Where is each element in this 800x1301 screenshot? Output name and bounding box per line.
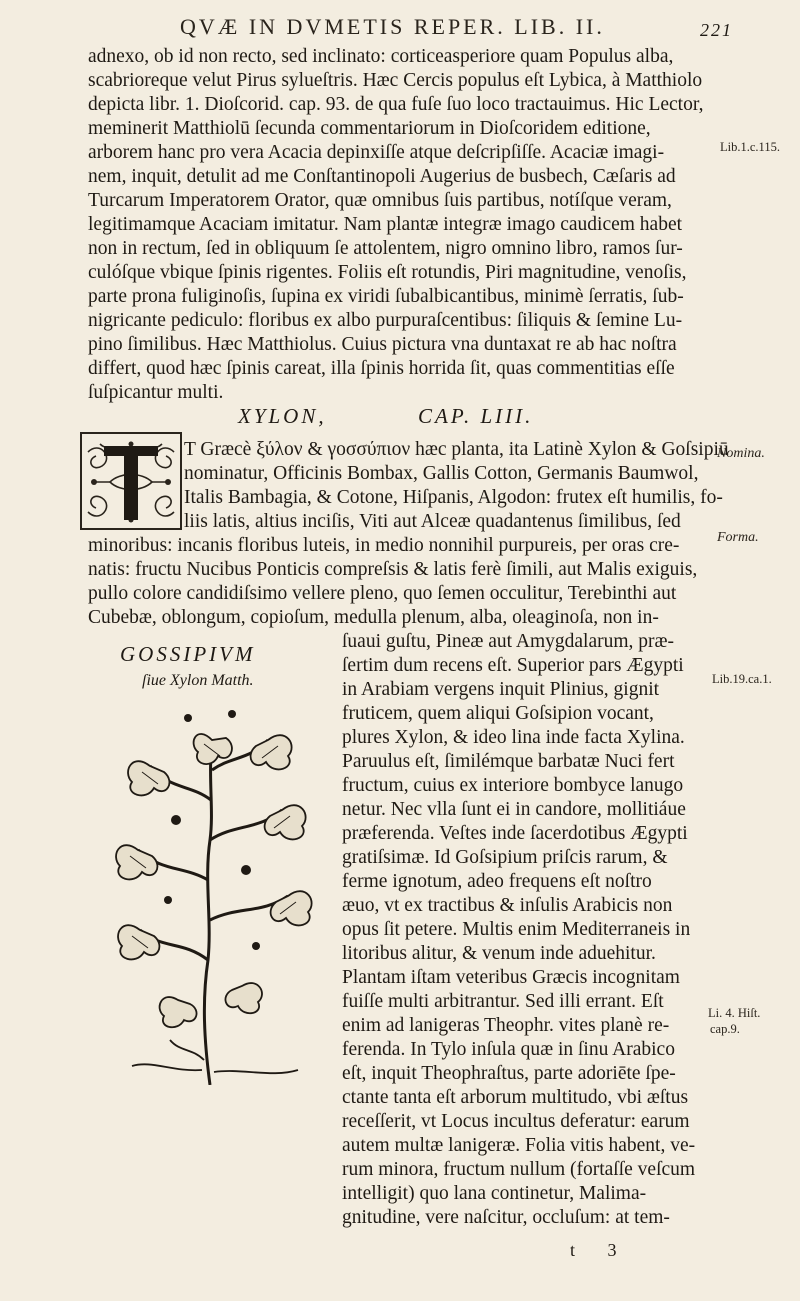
text-line: Cubebæ, oblongum, copioſum, medulla plenum, alba, oleaginoſa, non in- — [88, 607, 659, 628]
text-line: nigricante pediculo: floribus ex albo purpuraſcentibus: ſiliquis & ſemine Lu- — [88, 310, 683, 331]
chapter-title: XYLON, — [238, 404, 327, 428]
signature-mark: t 3 — [570, 1240, 631, 1260]
text-line: in Arabiam vergens inquit Plinius, gignit — [342, 679, 660, 700]
text-line: litoribus alitur, & venum inde aduehitur. — [342, 943, 656, 964]
text-line: ctante tanta eſt arborum multitudo, vbi æſtus — [342, 1087, 689, 1108]
text-line: parte prona fuliginoſis, ſupina ex viridi ſubalbicantibus, minimè ſerratis, ſub- — [88, 286, 684, 307]
text-line: depicta libr. 1. Dioſcorid. cap. 93. de qua fuſe ſuo loco tractauimus. Hic Lector, — [88, 94, 704, 115]
margin-nomina: Nomina. — [717, 446, 765, 461]
margin-reference: Lib.1.c.115. — [720, 140, 780, 154]
text-line: pullo colore candidiſsimo vellere pleno, quo ſemen occulitur, Terebinthi aut — [88, 583, 677, 604]
text-line: opus ſit petere. Multis enim Mediterraneis in — [342, 919, 691, 940]
text-line: eſt, inquit Theophraſtus, parte adoriēte ſpe- — [342, 1063, 676, 1084]
text-line: fuiſſe multi arbitrantur. Sed illi errant. Eſt — [342, 991, 664, 1012]
text-line: ſertim dum recens eſt. Superior pars Ægypti — [342, 655, 684, 676]
text-line: nem, inquit, detulit ad me Conſtantinopoli Augerius de busbech, Cæſaris ad — [88, 166, 676, 187]
text-line: gratiſsimæ. Id Goſsipium priſcis rarum, & — [342, 847, 668, 868]
text-line: differt, quod hæc ſpinis careat, illa ſpinis horrida ſit, quas commentitias eſſe — [88, 358, 675, 379]
running-head: QVÆ IN DVMETIS REPER. LIB. II. — [180, 14, 605, 39]
text-line: culóſque vbique ſpinis rigentes. Foliis eſt rotundis, Piri magnitudine, venoſis, — [88, 262, 687, 283]
text-line: nominatur, Officinis Bombax, Gallis Cotton, Germanis Baumwol, — [184, 463, 699, 484]
text-line: ferme ignotum, adeo frequens eſt noſtro — [342, 871, 652, 892]
text-line: netur. Nec vlla ſunt ei in candore, mollitiáue — [342, 799, 686, 820]
margin-reference: cap.9. — [710, 1022, 740, 1036]
text-line: fruticem, quem aliqui Goſsipion vocant, — [342, 703, 654, 724]
text-line: receſſerit, vt Locus incultus deferatur: earum — [342, 1111, 690, 1132]
text-line: fructum, cuius ex interiore bombyce lanugo — [342, 775, 684, 796]
text-line: meminerit Matthiolū ſecunda commentariorum in Dioſcoridem editione, — [88, 118, 651, 139]
text-line: liis latis, altius inciſis, Viti aut Alceæ quadantenus ſimilibus, ſed — [184, 511, 681, 532]
text-line: plures Xylon, & ideo lina inde facta Xylina. — [342, 727, 685, 748]
decorated-initial-t-icon — [80, 432, 182, 530]
plant-caption-title: GOSSIPIVM — [120, 642, 256, 666]
text-line: præferenda. Veſtes inde ſacerdotibus Ægypti — [342, 823, 688, 844]
margin-reference: Li. 4. Hiſt. — [708, 1006, 761, 1020]
text-line: non in rectum, ſed in obliquum ſe attolentem, nigro omnino libro, ramos ſur- — [88, 238, 683, 259]
text-line: ferenda. In Tylo inſula quæ in ſinu Arabico — [342, 1039, 675, 1060]
text-line: enim ad lanigeras Theophr. vites planè re- — [342, 1015, 670, 1036]
text-line: ſuſpicantur multi. — [88, 382, 224, 403]
text-line: natis: fructu Nucibus Ponticis compreſsis & latis ferè ſimili, aut Malis exiguis, — [88, 559, 698, 580]
text-line: pino ſimilibus. Hæc Matthiolus. Cuius pictura vna duntaxat re ab hac noſtra — [88, 334, 677, 355]
text-line: ſuaui guſtu, Pineæ aut Amygdalarum, præ- — [342, 631, 675, 652]
text-line: Turcarum Imperatorem Orator, quæ omnibus ſuis partibus, notíſque veram, — [88, 190, 672, 211]
text-line: Italis Bambagia, & Cotone, Hiſpanis, Algodon: frutex eſt humilis, fo- — [184, 487, 723, 508]
text-line: rum minora, fructum nullum (fortaſſe veſcum — [342, 1159, 696, 1180]
margin-forma: Forma. — [717, 530, 759, 545]
text-line: scabrioreque velut Pirus sylueſtris. Hæc Cercis populus eſt Lybica, à Matthiolo — [88, 70, 703, 91]
cotton-plant-woodcut-icon — [92, 700, 337, 1085]
text-line: adnexo, ob id non recto, sed inclinato: corticeasperiore quam Populus alba, — [88, 46, 674, 67]
plant-caption-subtitle: ſiue Xylon Matth. — [142, 672, 254, 689]
text-line: autem multæ lanigeræ. Folia vitis habent, ve- — [342, 1135, 696, 1156]
text-line: Plantam iſtam veteribus Græcis incognitam — [342, 967, 680, 988]
text-line: Paruulus eſt, ſimilémque barbatæ Nuci fert — [342, 751, 675, 772]
text-line: æuo, vt ex tractibus & inſulis Arabicis non — [342, 895, 673, 916]
text-line: arborem hanc pro vera Acacia depinxiſſe atque deſcripſiſſe. Acaciæ imagi- — [88, 142, 665, 163]
page-number: 221 — [700, 20, 733, 40]
margin-reference: Lib.19.ca.1. — [712, 672, 772, 686]
text-line: T Græcè ξύλον & γοσσύπιον hæc planta, ita Latinè Xylon & Goſsipiū — [184, 439, 729, 460]
text-line: minoribus: incanis floribus luteis, in medio nonnihil purpureis, per oras cre- — [88, 535, 680, 556]
chapter-number: CAP. LIII. — [418, 404, 534, 428]
text-line: legitimamque Acaciam imitatur. Nam plantæ integræ imago caudicem habet — [88, 214, 683, 235]
text-line: gnitudine, vere naſcitur, occluſum: at tem- — [342, 1207, 670, 1228]
text-line: intelligit) quo lana continetur, Malima- — [342, 1183, 647, 1204]
